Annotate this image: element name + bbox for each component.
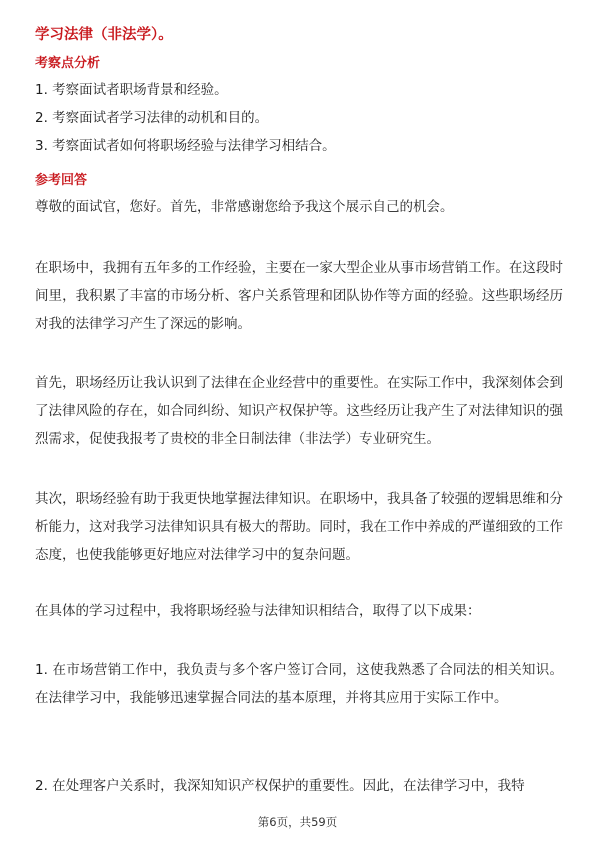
page-number-footer: 第6页，共59页 [257, 815, 338, 829]
answer-list-item-2: 2. 在处理客户关系时，我深知知识产权保护的重要性。因此，在法律学习中，我特 [35, 778, 525, 794]
analysis-point-2: 2. 考察面试者学习法律的动机和目的。 [35, 110, 269, 126]
answer-paragraph-2: 在职场中，我拥有五年多的工作经验，主要在一家大型企业从事市场营销工作。在这段时间里，我积累了丰富的市场分析、客户关系管理和团队协作等方面的经验。这些职场经历对我的法律学习产生了深远的影响。 [35, 260, 563, 332]
answer-paragraph-4: 其次，职场经验有助于我更快地掌握法律知识。在职场中，我具备了较强的逻辑思维和分析能力，这对我学习法律知识具有极大的帮助。同时，我在工作中养成的严谨细致的工作态度，也使我能够更好地应对法律学习中的复杂问题。 [35, 491, 563, 563]
answer-paragraph-5: 在具体的学习过程中，我将职场经验与法律知识相结合，取得了以下成果： [35, 603, 481, 619]
answer-heading: 参考回答 [35, 173, 88, 188]
question-title: 学习法律（非法学）。 [35, 27, 173, 43]
answer-paragraph-3: 首先，职场经历让我认识到了法律在企业经营中的重要性。在实际工作中，我深刻体会到了法律风险的存在，如合同纠纷、知识产权保护等。这些经历让我产生了对法律知识的强烈需求，促使我报考了贵校的非全日制法律（非法学）专业研究生。 [35, 375, 563, 447]
analysis-point-1: 1. 考察面试者职场背景和经验。 [35, 82, 228, 98]
analysis-heading: 考察点分析 [35, 56, 101, 71]
answer-list-item-1: 1. 在市场营销工作中，我负责与多个客户签订合同，这使我熟悉了合同法的相关知识。在法律学习中，我能够迅速掌握合同法的基本原理，并将其应用于实际工作中。 [35, 662, 563, 706]
analysis-point-3: 3. 考察面试者如何将职场经验与法律学习相结合。 [35, 138, 336, 154]
answer-paragraph-1: 尊敬的面试官，您好。首先，非常感谢您给予我这个展示自己的机会。 [35, 199, 454, 215]
